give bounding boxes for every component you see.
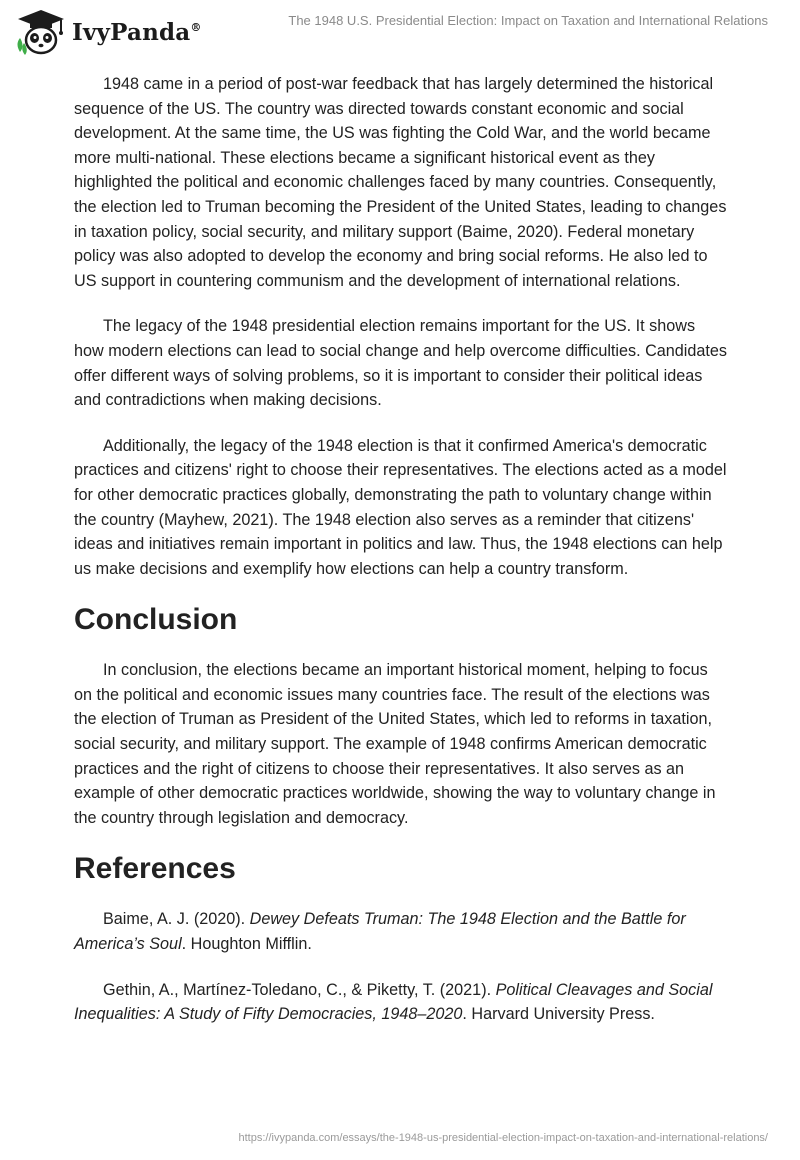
references-heading: References (74, 852, 236, 886)
ivypanda-logo[interactable] (14, 8, 202, 56)
reference-item: Gethin, A., Martínez-Toledano, C., & Piketty, T. (2021). Political Cleavages and Social Inequalities: A Study of Fifty Democracies, 1948–2020. Harvard University Press. (74, 980, 713, 1024)
conclusion-heading: Conclusion (74, 603, 238, 637)
ivypanda-logo-icon (14, 8, 68, 56)
body-paragraph: 1948 came in a period of post-war feedback that has largely determined the historical sequence of the US. The country was directed towards constant economic and social development. At the same time, the US was fighting the Cold War, and the world became more multi-national. These elections became a significant historical event as they highlighted the political and economic challenges faced by many countries. Consequently, the election led to Truman becoming the President of the United States, leading to changes in taxation policy, social security, and military support (Baime, 2020). Federal monetary policy was also adopted to develop the economy and bring social reforms. He also led to US support in countering communism and the development of international relations. (74, 75, 727, 290)
page-header (0, 0, 800, 60)
reference-item: Baime, A. J. (2020). Dewey Defeats Truman: The 1948 Election and the Battle for America’s Soul. Houghton Mifflin. (74, 910, 686, 954)
essay-content (74, 72, 728, 1048)
body-paragraph: Additionally, the legacy of the 1948 election is that it confirmed America's democratic practices and citizens' right to choose their representatives. The elections acted as a model for other democratic practices globally, demonstrating the path to voluntary change within the country (Mayhew, 2021). The 1948 election also serves as a reminder that citizens' ideas and initiatives remain important in politics and law. Thus, the 1948 elections can help us make decisions and exemplify how elections can help a country transform. (74, 436, 727, 578)
logo-text: IvyPanda® (72, 18, 202, 46)
body-paragraph: The legacy of the 1948 presidential election remains important for the US. It shows how modern elections can lead to social change and help overcome difficulties. Candidates offer different ways of solving problems, so it is important to consider their political ideas and contradictions when making decisions. (74, 317, 727, 410)
source-url-link[interactable]: https://ivypanda.com/essays/the-1948-us-presidential-election-impact-on-taxation-and-international-relations/ (238, 1132, 768, 1144)
document-title: The 1948 U.S. Presidential Election: Impact on Taxation and International Relations (288, 13, 768, 28)
conclusion-paragraph: In conclusion, the elections became an important historical moment, helping to focus on the political and economic issues many countries face. The result of the elections was the election of Truman as President of the United States, which led to reforms in taxation, social security, and military support. The example of 1948 confirms American democratic practices and the right of citizens to choose their representatives. It also serves as an example of other democratic practices worldwide, showing the way to voluntary change in the country through legislation and democracy. (74, 661, 716, 827)
